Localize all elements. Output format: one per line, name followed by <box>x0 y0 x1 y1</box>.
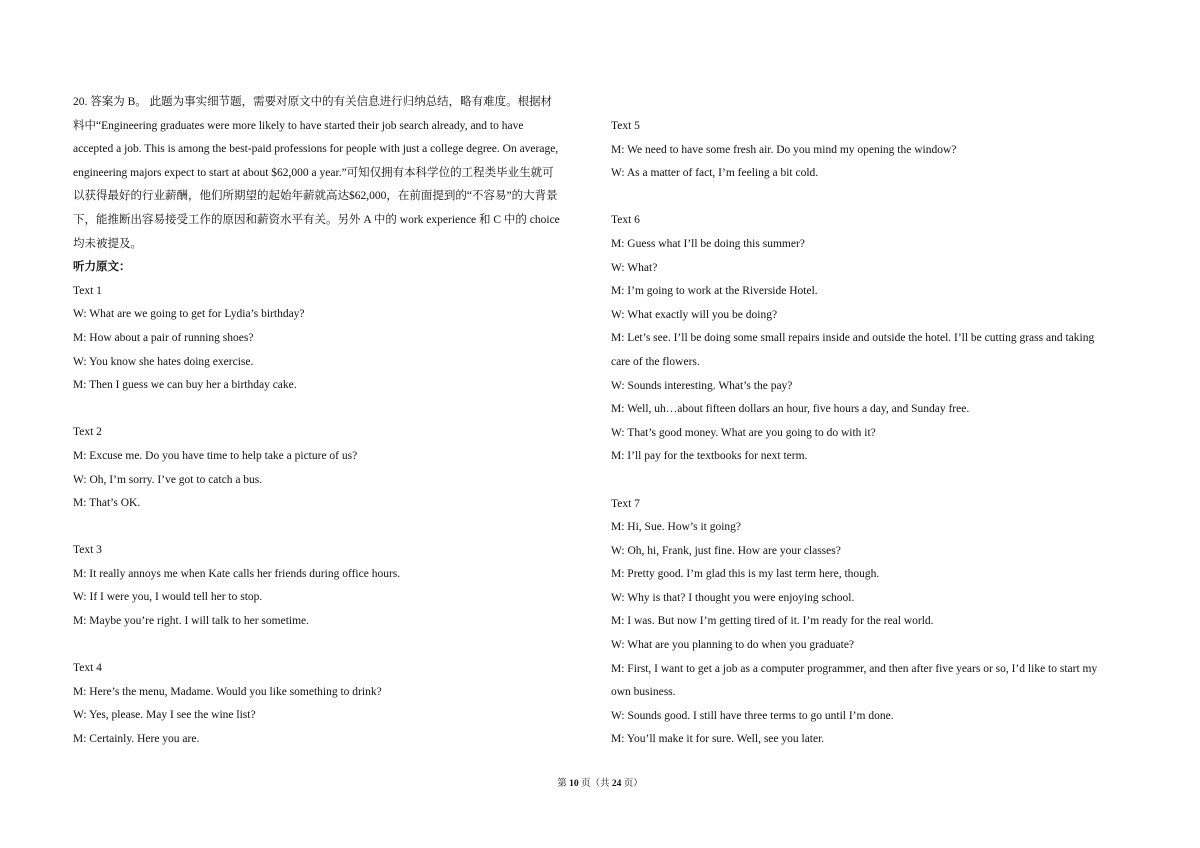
dialogue-line: W: That’s good money. What are you going to do with it? <box>611 426 876 439</box>
spacer <box>611 469 1131 493</box>
dialogue-line: M: Hi, Sue. How’s it going? <box>611 521 742 534</box>
dialogue-line: care of the flowers. <box>611 355 700 368</box>
dialogue-line: M: I’ll pay for the textbooks for next term. <box>611 450 808 463</box>
dialogue-line: M: How about a pair of running shoes? <box>73 331 254 344</box>
dialogue-line: W: Oh, I’m sorry. I’ve got to catch a bus. <box>73 473 263 486</box>
footer-total-pages: 24 <box>611 779 622 789</box>
answer-line: 下，能推断出容易接受工作的原因和薪资水平有关。另外 A 中的 work experience 和 C 中的 choice <box>73 213 560 226</box>
dialogue-line: W: Sounds good. I still have three terms to go until I’m done. <box>611 709 894 722</box>
dialogue-line: M: Well, uh…about fifteen dollars an hour, five hours a day, and Sunday free. <box>611 403 970 416</box>
answer-explanation <box>73 91 593 256</box>
dialogue-line: M: I’m going to work at the Riverside Hotel. <box>611 285 818 298</box>
dialogue-line: M: You’ll make it for sure. Well, see you later. <box>611 733 825 746</box>
dialogue-line: W: Why is that? I thought you were enjoying school. <box>611 591 855 604</box>
text-title: Text 4 <box>73 662 102 675</box>
answer-line: 20. 答案为 B。 此题为事实细节题，需要对原文中的有关信息进行归纳总结，略有难度。根据材 <box>73 96 553 108</box>
transcript-text-3 <box>73 539 593 633</box>
text-title: Text 3 <box>73 544 102 557</box>
footer-suffix: 页） <box>621 779 643 789</box>
dialogue-line: W: Sounds interesting. What’s the pay? <box>611 379 793 392</box>
text-title: Text 1 <box>73 284 102 297</box>
dialogue-line: M: That’s OK. <box>73 497 141 510</box>
transcript-text-7 <box>611 493 1131 753</box>
dialogue-line: W: What? <box>611 261 658 274</box>
spacer <box>73 634 593 658</box>
dialogue-line: M: It really annoys me when Kate calls her friends during office hours. <box>73 567 401 580</box>
dialogue-line: M: Certainly. Here you are. <box>73 733 200 746</box>
text-title: Text 2 <box>73 426 102 439</box>
dialogue-line: W: If I were you, I would tell her to stop. <box>73 591 263 604</box>
answer-line: 以获得最好的行业薪酬，他们所期望的起始年薪就高达$62,000，在前面提到的“不容易”的大背景 <box>73 190 558 203</box>
dialogue-line: M: Pretty good. I’m glad this is my last term here, though. <box>611 568 880 581</box>
text-title: Text 6 <box>611 214 640 227</box>
answer-line: 均未被提及。 <box>73 237 142 250</box>
dialogue-line: W: What are we going to get for Lydia’s birthday? <box>73 308 305 321</box>
dialogue-line: M: I was. But now I’m getting tired of it. I’m ready for the real world. <box>611 615 934 628</box>
dialogue-line: M: We need to have some fresh air. Do you mind my opening the window? <box>611 143 957 156</box>
dialogue-line: W: What exactly will you be doing? <box>611 308 778 321</box>
transcript-text-4 <box>73 657 593 751</box>
dialogue-line: W: What are you planning to do when you graduate? <box>611 639 855 652</box>
dialogue-line: W: Yes, please. May I see the wine list? <box>73 709 256 722</box>
dialogue-line: M: Excuse me. Do you have time to help take a picture of us? <box>73 449 358 462</box>
footer-prefix: 第 <box>557 779 570 789</box>
dialogue-line: M: Let’s see. I’ll be doing some small repairs inside and outside the hotel. I’ll be cutting grass and taking <box>611 332 1095 345</box>
dialogue-line: M: Maybe you’re right. I will talk to her sometime. <box>73 615 310 628</box>
transcript-text-5 <box>611 115 1131 186</box>
answer-line: accepted a job. This is among the best-paid professions for people with just a college degree. On average, <box>73 143 559 156</box>
answer-line: engineering majors expect to start at about $62,000 a year.”可知仅拥有本科学位的工程类毕业生就可 <box>73 166 554 179</box>
dialogue-line: M: Guess what I’ll be doing this summer? <box>611 237 805 250</box>
spacer <box>611 186 1131 210</box>
transcript-text-1 <box>73 280 593 398</box>
footer-middle: 页（共 <box>578 779 612 789</box>
spacer <box>73 398 593 422</box>
page-footer <box>0 775 1200 789</box>
dialogue-line: W: As a matter of fact, I’m feeling a bit cold. <box>611 167 819 180</box>
dialogue-line: W: Oh, hi, Frank, just fine. How are your classes? <box>611 544 841 557</box>
right-column <box>611 115 1131 752</box>
text-title: Text 5 <box>611 120 640 132</box>
footer-page-number: 10 <box>569 779 579 789</box>
transcript-text-6 <box>611 209 1131 469</box>
spacer <box>73 516 593 540</box>
dialogue-line: M: Here’s the menu, Madame. Would you like something to drink? <box>73 685 382 698</box>
dialogue-line: M: First, I want to get a job as a computer programmer, and then after five years or so, I’d like to start my <box>611 662 1098 675</box>
text-title: Text 7 <box>611 497 640 510</box>
dialogue-line: W: You know she hates doing exercise. <box>73 355 254 368</box>
dialogue-line: own business. <box>611 686 676 699</box>
dialogue-line: M: Then I guess we can buy her a birthday cake. <box>73 379 297 392</box>
section-heading: 听力原文： <box>73 261 131 274</box>
left-column <box>73 91 593 752</box>
transcript-text-2 <box>73 421 593 515</box>
answer-line: 料中“Engineering graduates were more likely to have started their job search already, and to have <box>73 119 524 132</box>
